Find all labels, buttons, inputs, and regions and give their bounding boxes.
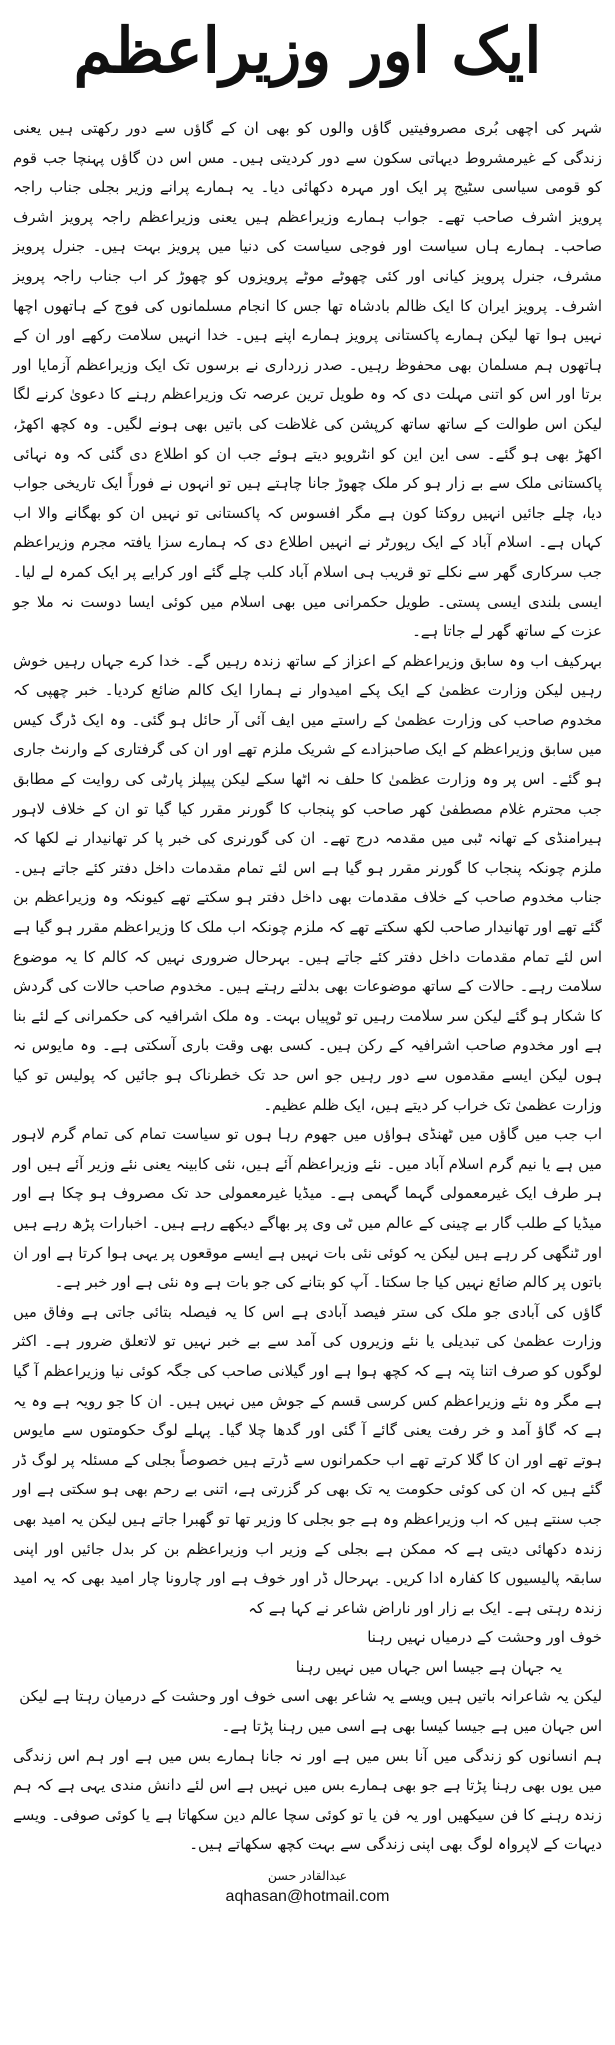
paragraph-1: شہر کی اچھی بُری مصروفیتیں گاؤں والوں کو بھی ان کے گاؤں سے دور رکھتی ہیں یعنی زندگی کے غیرمشروط دیہاتی سکون سے دور کردیتی ہیں۔ مس اس دن گاؤں پہنچا جب قوم کو قومی سیاسی سٹیج پر ایک اور مہرہ دکھائی دیا۔ یہ ہمارے پرانے وزیر بجلی جناب راجہ پرویز اشرف صاحب تھے۔ جواب ہمارے وزیراعظم ہیں یعنی وزیراعظم راجہ پرویز اشرف صاحب۔ ہمارے ہاں سیاست اور فوجی سیاست کی دنیا میں پرویز بہت ہیں۔ جنرل پرویز مشرف، جنرل پرویز کیانی اور کئی چھوٹے موٹے پرویزوں کو چھوڑ کر اب جناب راجہ پرویز اشرف۔ پرویز ایران کا ایک ظالم بادشاہ تھا جس کا انجام مسلمانوں کی فوج کے ہاتھوں اچھا نہیں ہوا تھا لیکن ہمارے پاکستانی پرویز ہمارے اپنے ہیں۔ خدا انہیں سلامت رکھے اور ان کے ہاتھوں ہم مسلمان بھی محفوظ رہیں۔ صدر زرداری نے برسوں تک ایک وزیراعظم آزمایا اور برتا اور اس کو اتنی مہلت دی کہ وہ طویل ترین عرصہ تک وزیراعظم رہنے کا دعویٰ کرنے لگا لیکن اس طوالت کے ساتھ ساتھ کرپشن کی غلاظت کی باتیں بھی ہونے لگیں۔ وہ کچھ اکھڑ، اکھڑ بھی ہو گئے۔ سی این این کو انٹرویو دیتے ہوئے جب ان کو اطلاع دی گئی کہ وہ نہائی پاکستانی ملک سے بے زار ہو کر ملک چھوڑ جانا چاہتے ہیں تو انہوں نے فوراً ایک تاریخی جواب دیا، چلے جائیں انہیں روکتا کون ہے مگر افسوس کہ پاکستانی تو نہیں ان کو بھگانے والا اب کہاں ہے۔ اسلام آباد کے ایک رپورٹر نے انہیں اطلاع دی کہ ہمارے سزا یافتہ مجرم وزیراعظم جب سرکاری گھر سے نکلے تو قریب ہی اسلام آباد کلب چلے گئے اور کرایے پر ایک کمرہ لے لیا۔ ایسی بلندی ایسی پستی۔ طویل حکمرانی میں بھی اسلام میں کوئی ایسا دوست نہ ملا جو عزت کے ساتھ گھر لے جاتا ہے۔ (13, 119, 602, 641)
author-name: عبدالقادر حسن (267, 1868, 348, 1884)
paragraph-2: بہرکیف اب وہ سابق وزیراعظم کے اعزاز کے ساتھ زندہ رہیں گے۔ خدا کرے جہاں رہیں خوش رہیں لیکن وزارت عظمیٰ کے ایک پکے امیدوار نے ہمارا ایک کالم ضائع کردیا۔ خبر چھپی کہ مخدوم صاحب کی وزارت عظمیٰ کے راستے میں ایف آئی آر حائل ہو گئی۔ وہ ایک ڈرگ کیس میں سابق وزیراعظم کے ایک صاحبزادے کے شریک ملزم تھے اور ان کی گرفتاری کے وارنٹ جاری ہو گئے۔ اس پر وہ وزارت عظمیٰ کا حلف نہ اٹھا سکے لیکن پیپلز پارٹی کی روایت کے مطابق جب محترم غلام مصطفیٰ کھر صاحب کو پنجاب کا گورنر مقرر کیا گیا تو ان کے خلاف لاہور ہیرامنڈی کے تھانہ ٹبی میں مقدمہ درج تھے۔ ان کی گورنری کی خبر پا کر تھانیدار نے لکھا کہ ملزم چونکہ پنجاب کا گورنر مقرر ہو گیا ہے اس لئے تمام مقدمات داخل دفتر کئے جاتے ہیں۔ جناب مخدوم صاحب کے خلاف مقدمات بھی داخل دفتر ہو سکتے تھے کیونکہ وہ وزیراعظم بن گئے تھے اور تھانیدار صاحب لکھ سکتے تھے کہ ملزم چونکہ اب ملک کا وزیراعظم مقرر ہو گیا ہے اس لئے تمام مقدمات داخل دفتر کئے جاتے ہیں۔ بہرحال ضروری نہیں کہ کالم کا یہ موضوع سلامت رہے۔ حالات کے ساتھ موضوعات بھی بدلتے رہتے ہیں۔ مخدوم صاحب حالات کی گردش کا شکار ہو گئے لیکن سر سلامت رہیں تو ٹوپیاں بہت۔ وہ ملک اشرافیہ کی حکمرانی کے لئے بنا ہے اور مخدوم صاحب اشرافیہ کے رکن ہیں۔ کسی بھی وقت باری آسکتی ہے۔ وہ مایوس نہ ہوں لیکن ایسے مقدموں سے دور رہیں جو اس حد تک خطرناک ہو جائیں کہ پولیس تو کیا وزارت عظمیٰ تک خراب کر دیتے ہیں، ایک ظلم عظیم۔ (13, 651, 602, 1114)
column-title: ایک اور وزیراعظم (73, 14, 542, 87)
poem-block (13, 1623, 602, 1741)
paragraph-3: اب جب میں گاؤں میں ٹھنڈی ہواؤں میں جھوم رہا ہوں تو سیاست تمام کی تمام گرم لاہور میں ہے یا نیم گرم اسلام آباد میں۔ نئے وزیراعظم آئے ہیں، نئی کابینہ یعنی نئے وزیر آئے ہیں اور ہر طرف ایک غیرمعمولی گہما گہمی ہے۔ میڈیا غیرمعمولی حد تک مصروف ہو چکا ہے اور میڈیا کے طلب گار بے چینی کے عالم میں ٹی وی پر بھاگے دیکھے رہے ہیں۔ اخبارات پڑھ رہے ہیں اور ٹنگھی کر رہے ہیں لیکن یہ کوئی نئی بات نہیں ہے ایسے موقعوں پر یہی ہوا کرتا ہے اور ان باتوں پر کالم ضائع نہیں کیا جا سکتا۔ آپ کو بتانے کی جو بات ہے وہ نئی ہے اور خبر ہے۔ (13, 1125, 602, 1292)
poem-commentary: لیکن یہ شاعرانہ باتیں ہیں ویسے یہ شاعر بھی اسی خوف اور وحشت کے درمیان رہتا ہے لیکن اس جہان میں ہے جیسا کیسا بھی ہے اسی میں رہنا پڑتا ہے۔ (19, 1687, 602, 1736)
article-body (13, 114, 602, 1860)
poem-line-2: یہ جہان ہے جیسا اس جہاں میں نہیں رہنا (295, 1657, 562, 1676)
poem-line-1: خوف اور وحشت کے درمیاں نہیں رہنا (367, 1628, 602, 1647)
closing-paragraph: ہم انسانوں کو زندگی میں آنا بس میں ہے اور نہ جانا ہمارے بس میں ہے اور ہم اس زندگی میں یوں بھی رہنا پڑتا ہے جو بھی ہمارے بس میں نہیں ہے اس لئے دانش مندی یہی ہے کہ ہم زندہ رہنے کا فن سیکھیں اور یہ فن یا تو کوئی سچا عالم دین سکھاتا ہے یا کوئی صوفی۔ ویسے دیہات کے لاپرواہ لوگ بھی اپنی زندگی سے بہت کچھ سکھاتے ہیں۔ (13, 1746, 602, 1854)
author-email[interactable]: aqhasan@hotmail.com (225, 1888, 390, 1906)
paragraph-4: گاؤں کی آبادی جو ملک کی ستر فیصد آبادی ہے اس کا یہ فیصلہ بتائی جاتی ہے وفاق میں وزارت عظمیٰ کی تبدیلی یا نئے وزیروں کی آمد سے بے خبر نہیں تو لاتعلق ضرور ہے۔ اکثر لوگوں کو صرف اتنا پتہ ہے کہ کچھ ہوا ہے اور گیلانی صاحب کی جگہ کوئی نیا وزیراعظم آ گیا ہے مگر وہ نئے وزیراعظم کس کرسی قسم کے جوش میں نہیں ہیں۔ ان کا جو رویہ ہے وہ یہ ہے کہ گاؤ آمد و خر رفت یعنی گائے آ گئی اور گدھا چلا گیا۔ پہلے لوگ حکومتوں سے مایوس ہوتے تھے اور ان کا گلا کرتے تھے اب حکمرانوں سے ڈرتے ہیں خصوصاً بجلی کے مسئلہ پر لوگ ڈر گئے ہیں کہ ان کی کوئی حکومت یہ تک بھی کر گزرتی ہے، اتنی بے رحم بھی ہو سکتی ہے اور جب سنتے ہیں کہ اب وزیراعظم وہ ہے جو بجلی کا وزیر تھا تو گھبرا جاتے ہیں لیکن یہ امید بھی زندہ دکھائی دیتی ہے کہ ممکن ہے بجلی کے وزیر اب وزیراعظم بن کر بدل جائیں اور اپنی سابقہ پالیسیوں کا کفارہ ادا کریں۔ بہرحال ڈر اور خوف ہے اور چارونا چار امید بھی کہ یہ امید زندہ رہتی ہے۔ ایک بے زار اور ناراض شاعر نے کہا ہے کہ (13, 1302, 602, 1617)
